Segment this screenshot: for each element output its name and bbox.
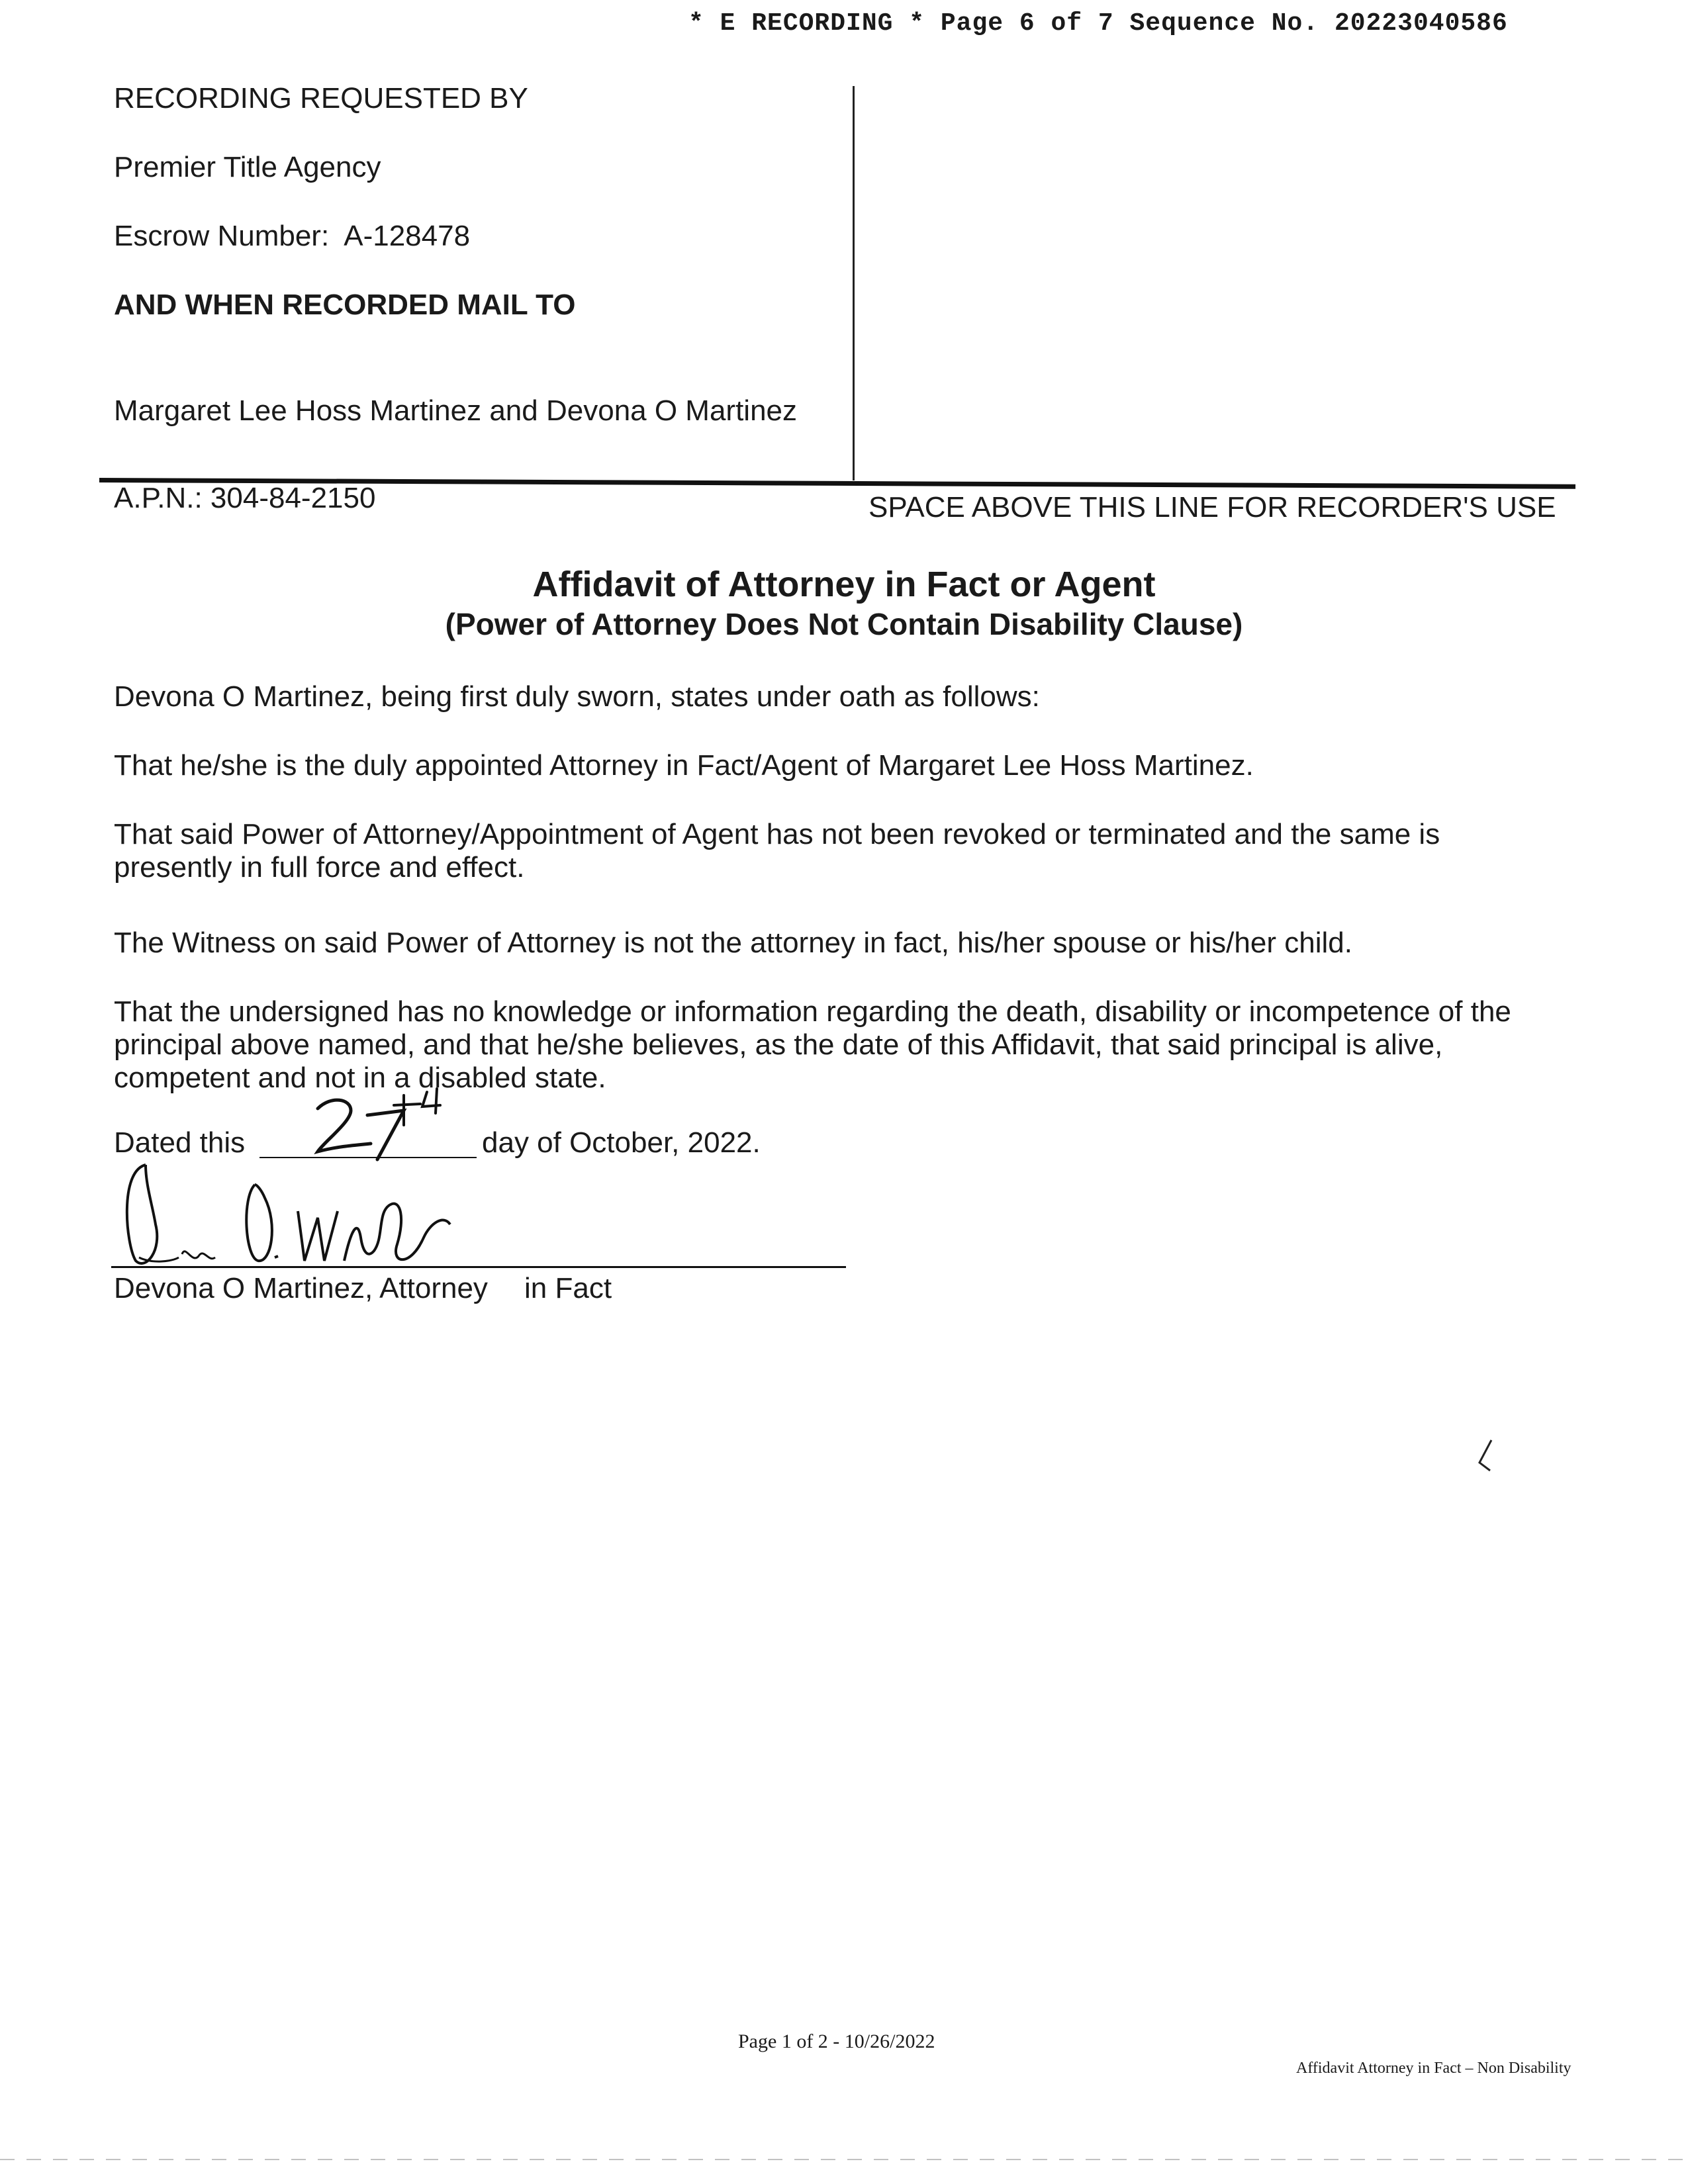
- signature-line: [111, 1266, 846, 1268]
- signature-image: [99, 1145, 470, 1277]
- paragraph-no-knowledge: That the undersigned has no knowledge or information regarding the death, disability or incompetence of the principal above named, and that he/she believes, as the date of this Affidavit, that said principal is alive, competent and not in a disabled state.: [114, 995, 1511, 1094]
- recording-header: * E RECORDING * Page 6 of 7 Sequence No. 20223040586: [688, 9, 1508, 38]
- dated-prefix: Dated this: [114, 1126, 246, 1159]
- recorder-use-note: SPACE ABOVE THIS LINE FOR RECORDER'S USE: [868, 491, 1556, 523]
- form-name-footer: Affidavit Attorney in Fact – Non Disability: [1296, 2060, 1571, 2077]
- paragraph-witness: The Witness on said Power of Attorney is not the attorney in fact, his/her spouse or his/her child.: [114, 927, 1352, 959]
- document-title: Affidavit of Attorney in Fact or Agent: [532, 565, 1156, 604]
- scan-edge-artifact: [0, 2159, 1688, 2160]
- mail-to-name: Margaret Lee Hoss Martinez and Devona O Martinez: [114, 394, 798, 427]
- paragraph-appointed: That he/she is the duly appointed Attorney in Fact/Agent of Margaret Lee Hoss Martinez.: [114, 749, 1254, 782]
- stray-pen-mark: [1473, 1436, 1499, 1476]
- dated-suffix: day of October, 2022.: [482, 1126, 761, 1159]
- paragraph-not-revoked: That said Power of Attorney/Appointment of Agent has not been revoked or terminated and the same is presently in full force and effect.: [114, 818, 1440, 884]
- escrow-number-line: [114, 220, 470, 253]
- apn: A.P.N.: 304-84-2150: [114, 482, 376, 514]
- escrow-number: A-128478: [344, 220, 471, 252]
- signer-name: Devona O Martinez, Attorney: [114, 1272, 488, 1304]
- escrow-label: Escrow Number:: [114, 220, 330, 252]
- page-footer: Page 1 of 2 - 10/26/2022: [738, 2030, 935, 2052]
- paragraph-sworn: Devona O Martinez, being first duly sworn, states under oath as follows:: [114, 680, 1040, 713]
- recording-requested-label: RECORDING REQUESTED BY: [114, 82, 528, 114]
- mail-to-label: AND WHEN RECORDED MAIL TO: [114, 289, 576, 321]
- requested-by: Premier Title Agency: [114, 151, 381, 183]
- signer-title: in Fact: [524, 1272, 612, 1304]
- recorder-space-divider: [853, 86, 855, 480]
- document-subtitle: (Power of Attorney Does Not Contain Disability Clause): [445, 607, 1243, 641]
